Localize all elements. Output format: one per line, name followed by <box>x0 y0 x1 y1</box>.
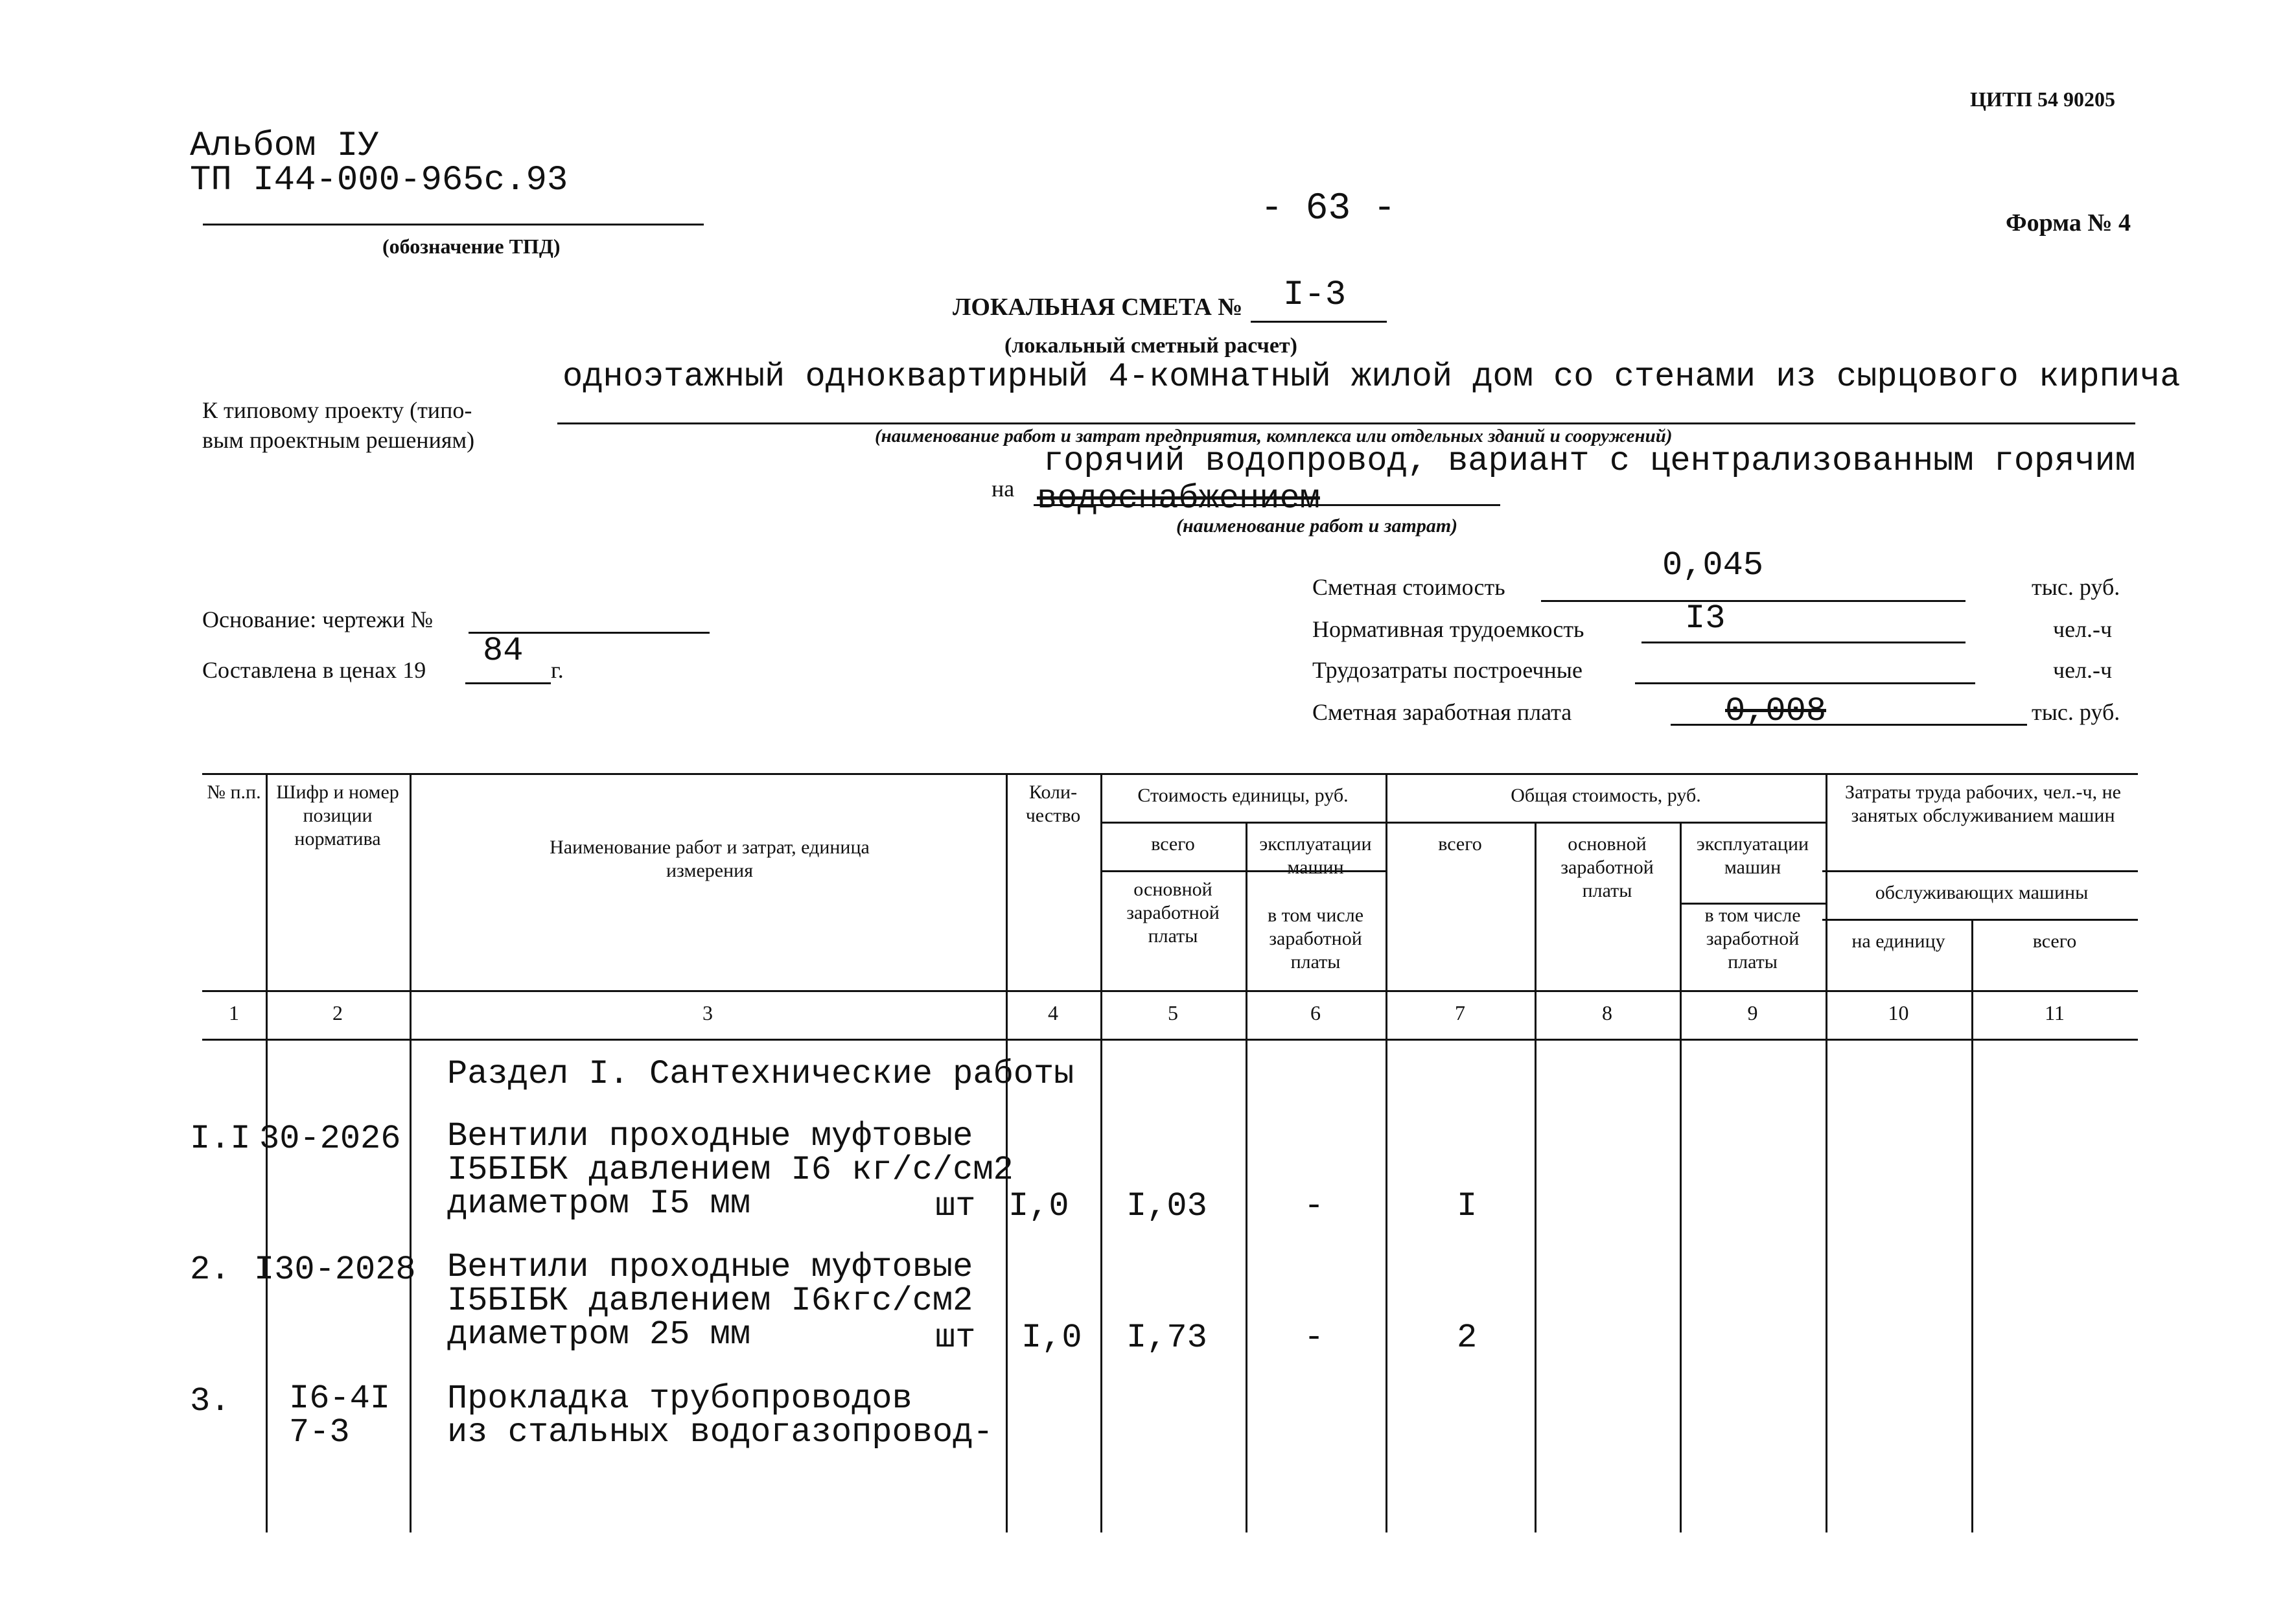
header-col-number: № п.п. <box>207 781 261 803</box>
summary-unit-wage: тыс. руб. <box>2032 699 2120 725</box>
header-total-base-wage: основной заработной платы <box>1560 833 1654 901</box>
row-unit: шт <box>935 1187 976 1225</box>
project-name: одноэтажный одноквартирный 4-комнатный жилой дом со стенами из сырцового кирпича <box>562 358 2181 396</box>
works-prefix: на <box>991 476 1015 502</box>
row-name: Вентили проходные муфтовые I5БIБК давлением I6кгс/см2 диаметром 25 мм <box>447 1248 973 1354</box>
summary-underline-labor <box>1641 642 1966 643</box>
header-total-machines: эксплуатации машин <box>1696 833 1809 878</box>
col-number: 1 <box>229 1001 239 1024</box>
project-label-line2: вым проектным решениям) <box>202 427 475 453</box>
header-unit-machines: эксплуатации машин <box>1259 833 1372 878</box>
labor-divider <box>1822 870 2138 872</box>
summary-label-labor: Нормативная трудоемкость <box>1312 616 1584 642</box>
col-number: 11 <box>2045 1001 2065 1024</box>
service-divider <box>1822 919 2138 921</box>
header-unit-all: всего <box>1151 833 1195 855</box>
row-name: Вентили проходные муфтовые I5БIБК давлением I6 кг/с/см2 диаметром I5 мм <box>447 1117 1014 1223</box>
header-total-incl-wage: в том числе заработной платы <box>1704 905 1801 973</box>
row-qty: I,0 <box>1008 1187 1069 1225</box>
section-title: Раздел I. Сантехнические работы <box>447 1055 1074 1093</box>
project-caption: (наименование работ и затрат предприятия, комплекса или отдельных зданий и сооружений) <box>875 426 1673 446</box>
row-total: 2 <box>1457 1319 1478 1357</box>
row-total: I <box>1457 1187 1478 1225</box>
drawings-label: Основание: чертежи № <box>202 607 434 632</box>
header-col-name: Наименование работ и затрат, единица измерения <box>550 837 870 881</box>
document-code: ЦИТП 54 90205 <box>1970 87 2116 111</box>
project-label-line1: К типовому проекту (типо- <box>202 397 472 423</box>
estimate-title: ЛОКАЛЬНАЯ СМЕТА № <box>953 294 1243 321</box>
col-numbers-bottom-border <box>202 1039 2138 1041</box>
tp-designation: ТП I44-000-965с.93 <box>190 161 568 200</box>
summary-label-site-labor: Трудозатраты построечные <box>1312 657 1583 683</box>
header-col-code: Шифр и номер позиции норматива <box>276 781 399 850</box>
col-number: 9 <box>1747 1001 1758 1024</box>
prices-label: Составлена в ценах 19 <box>202 657 426 683</box>
tp-underline <box>203 224 704 225</box>
header-unit-incl-wage: в том числе заработной платы <box>1267 905 1364 973</box>
total-cost-divider <box>1386 822 1826 824</box>
row-machines: - <box>1304 1187 1325 1225</box>
row-code: I30-2028 <box>254 1251 416 1289</box>
col-divider-6 <box>1386 773 1387 1532</box>
tp-caption: (обозначение ТПД) <box>382 235 561 258</box>
project-underline <box>557 422 2135 424</box>
works-line1: горячий водопровод, вариант с централизованным горячим <box>1043 442 2136 480</box>
row-name: Прокладка трубопроводов из стальных водогазопровод- <box>447 1380 993 1451</box>
header-total-all: всего <box>1438 833 1482 855</box>
header-unit-base-wage: основной заработной платы <box>1126 879 1220 947</box>
summary-unit-site-labor: чел.-ч <box>2053 657 2113 683</box>
prices-year-underline <box>465 682 551 684</box>
summary-underline-wage <box>1671 724 2027 726</box>
prices-suffix: г. <box>551 657 564 683</box>
estimate-number-underline <box>1251 321 1387 323</box>
prices-year: 84 <box>483 632 524 670</box>
estimate-number: I-3 <box>1283 275 1347 315</box>
row-price: I,03 <box>1126 1187 1207 1225</box>
col-number: 8 <box>1602 1001 1612 1024</box>
summary-value-cost: 0,045 <box>1662 546 1764 584</box>
summary-underline-site-labor <box>1635 682 1975 684</box>
summary-value-labor: I3 <box>1685 599 1726 638</box>
table-top-border <box>202 773 2138 775</box>
header-unit-cost: Стоимость единицы, руб. <box>1137 785 1349 806</box>
header-labor: Затраты труда рабочих, чел.-ч, не занятых обслуживанием машин <box>1845 781 2121 826</box>
row-unit: шт <box>935 1319 976 1357</box>
row-number: 3. <box>190 1382 231 1420</box>
row-qty: I,0 <box>1021 1319 1082 1357</box>
summary-unit-labor: чел.-ч <box>2053 616 2113 642</box>
row-code: I6-4I 7-3 <box>289 1380 391 1451</box>
col-number: 2 <box>332 1001 343 1024</box>
col-number: 10 <box>1888 1001 1909 1024</box>
header-total-cost: Общая стоимость, руб. <box>1511 785 1701 806</box>
works-caption: (наименование работ и затрат) <box>1176 515 1458 537</box>
header-service: обслуживающих машины <box>1875 882 2089 903</box>
summary-underline-cost <box>1541 600 1966 602</box>
header-per-unit: на единицу <box>1851 931 1945 952</box>
summary-unit-cost: тыс. руб. <box>2032 574 2120 600</box>
row-number: 2. <box>190 1251 231 1289</box>
unit-cost-divider <box>1100 822 1386 824</box>
header-bottom-border <box>202 990 2138 992</box>
col-number: 5 <box>1168 1001 1178 1024</box>
form-number: Форма № 4 <box>2006 209 2131 237</box>
summary-value-wage: 0,008 <box>1725 692 1827 730</box>
header-col-qty: Коли-чество <box>1025 781 1081 826</box>
summary-label-wage: Сметная заработная плата <box>1312 699 1572 725</box>
col-divider-2 <box>410 773 412 1532</box>
estimate-subtitle: (локальный сметный расчет) <box>1004 334 1297 358</box>
col-number: 7 <box>1455 1001 1465 1024</box>
col-divider-7 <box>1535 822 1536 1532</box>
col-number: 3 <box>702 1001 713 1024</box>
works-underline <box>1034 504 1500 506</box>
row-machines: - <box>1304 1319 1325 1357</box>
works-line2: водоснабжением <box>1037 480 1320 518</box>
row-price: I,73 <box>1126 1319 1207 1357</box>
col-number: 6 <box>1310 1001 1321 1024</box>
summary-label-cost: Сметная стоимость <box>1312 574 1505 600</box>
row-code: 30-2026 <box>259 1120 401 1158</box>
col-number: 4 <box>1048 1001 1058 1024</box>
header-labor-all: всего <box>2032 931 2077 952</box>
row-number: I.I <box>190 1120 251 1158</box>
album-label: Альбом IУ <box>190 126 379 166</box>
page-number: - 63 - <box>1260 188 1396 230</box>
